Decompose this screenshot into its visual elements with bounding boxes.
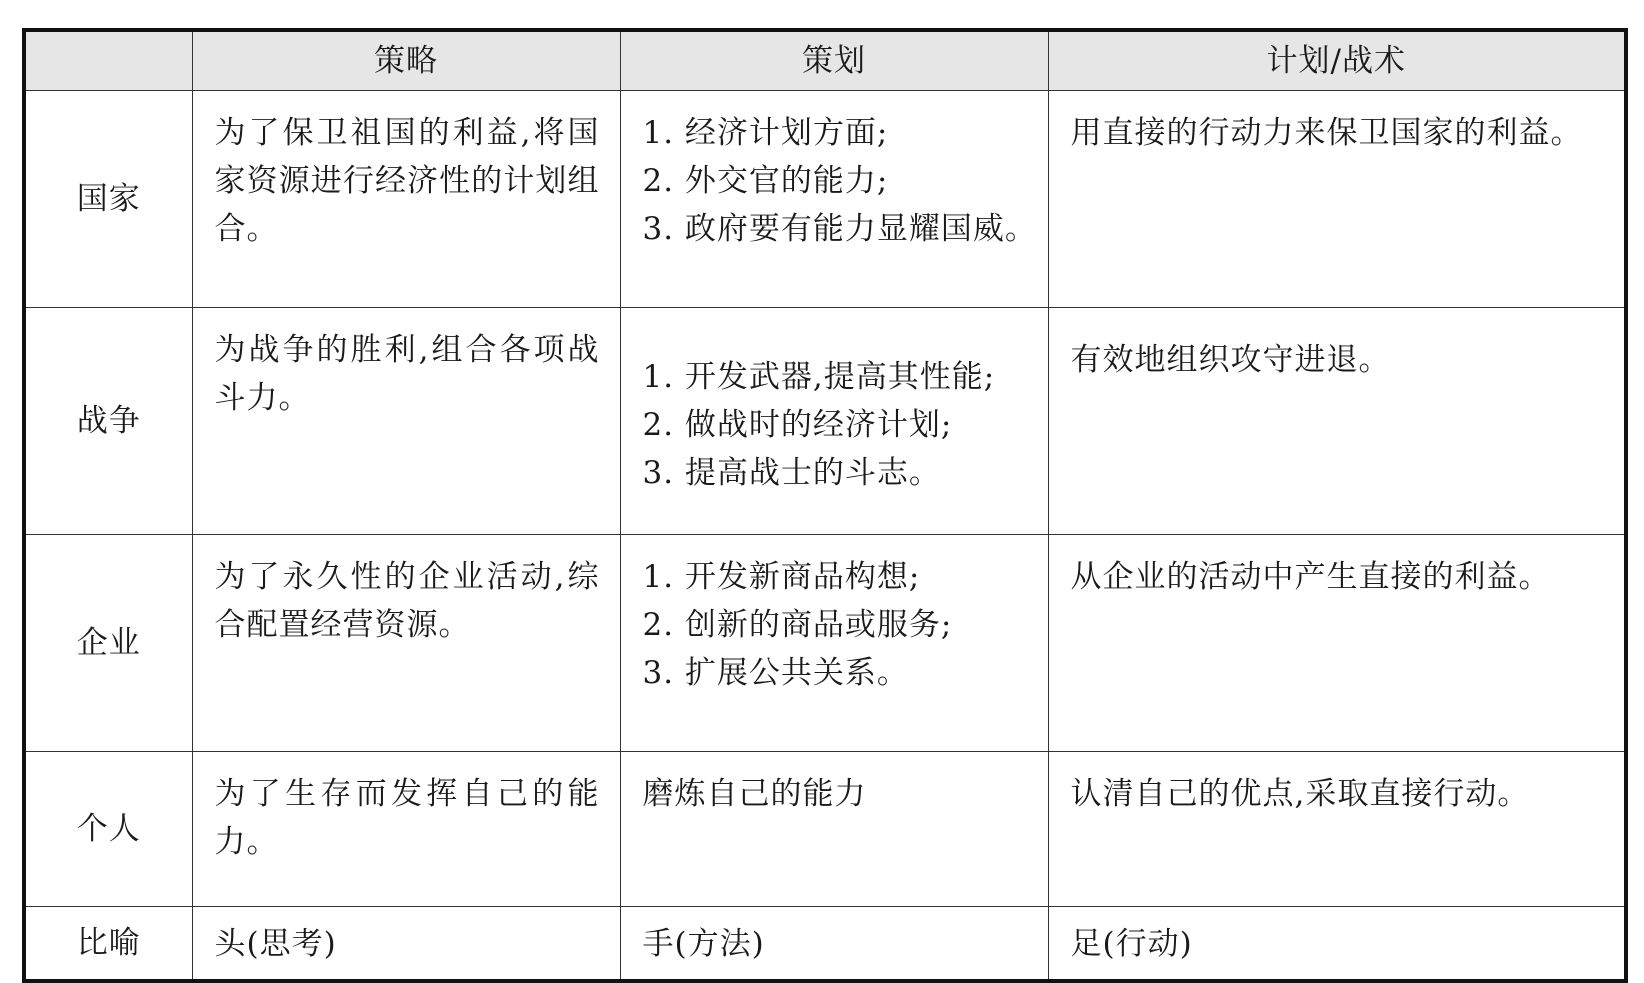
planning-list-item: 磨炼自己的能力 <box>642 776 867 812</box>
column-header-planning: 策划 <box>620 30 1048 91</box>
cell-strategy: 头(思考) <box>192 907 620 982</box>
table-header-row <box>24 30 1626 91</box>
cell-planning <box>620 752 1048 907</box>
cell-strategy: 为了保卫祖国的利益,将国家资源进行经济性的计划组合。 <box>192 91 620 308</box>
row-label-enterprise: 企业 <box>24 535 192 752</box>
planning-list-item: 2. 做战时的经济计划; <box>642 407 953 443</box>
cell-planning <box>620 91 1048 308</box>
planning-list-item: 1. 经济计划方面; <box>642 115 889 151</box>
planning-list-item: 3. 提高战士的斗志。 <box>642 455 941 491</box>
cell-tactics: 从企业的活动中产生直接的利益。 <box>1048 535 1626 752</box>
table-row <box>24 308 1626 535</box>
cell-planning <box>620 535 1048 752</box>
table-row <box>24 752 1626 907</box>
cell-strategy: 为了永久性的企业活动,综合配置经营资源。 <box>192 535 620 752</box>
row-label-nation: 国家 <box>24 91 192 308</box>
cell-planning <box>620 907 1048 982</box>
strategy-planning-tactics-table <box>22 28 1628 983</box>
cell-planning <box>620 308 1048 535</box>
planning-list-item: 1. 开发武器,提高其性能; <box>642 359 996 395</box>
row-label-individual: 个人 <box>24 752 192 907</box>
cell-tactics: 足(行动) <box>1048 907 1626 982</box>
column-header-strategy: 策略 <box>192 30 620 91</box>
planning-list-item: 3. 扩展公共关系。 <box>642 655 909 691</box>
cell-tactics: 用直接的行动力来保卫国家的利益。 <box>1048 91 1626 308</box>
planning-list-item: 2. 外交官的能力; <box>642 163 889 199</box>
cell-strategy: 为了生存而发挥自己的能力。 <box>192 752 620 907</box>
row-label-metaphor: 比喻 <box>24 907 192 982</box>
column-header-plan-tactics: 计划/战术 <box>1048 30 1626 91</box>
comparison-table-container <box>22 28 1624 983</box>
row-label-war: 战争 <box>24 308 192 535</box>
table-row <box>24 535 1626 752</box>
cell-tactics: 认清自己的优点,采取直接行动。 <box>1048 752 1626 907</box>
table-row <box>24 907 1626 982</box>
table-row <box>24 91 1626 308</box>
planning-list-item: 1. 开发新商品构想; <box>642 559 921 595</box>
corner-cell <box>24 30 192 91</box>
cell-tactics: 有效地组织攻守进退。 <box>1048 308 1626 535</box>
planning-list-item: 手(方法) <box>642 926 765 962</box>
cell-strategy: 为战争的胜利,组合各项战斗力。 <box>192 308 620 535</box>
planning-list-item: 2. 创新的商品或服务; <box>642 607 953 643</box>
planning-list-item: 3. 政府要有能力显耀国威。 <box>642 211 1037 247</box>
